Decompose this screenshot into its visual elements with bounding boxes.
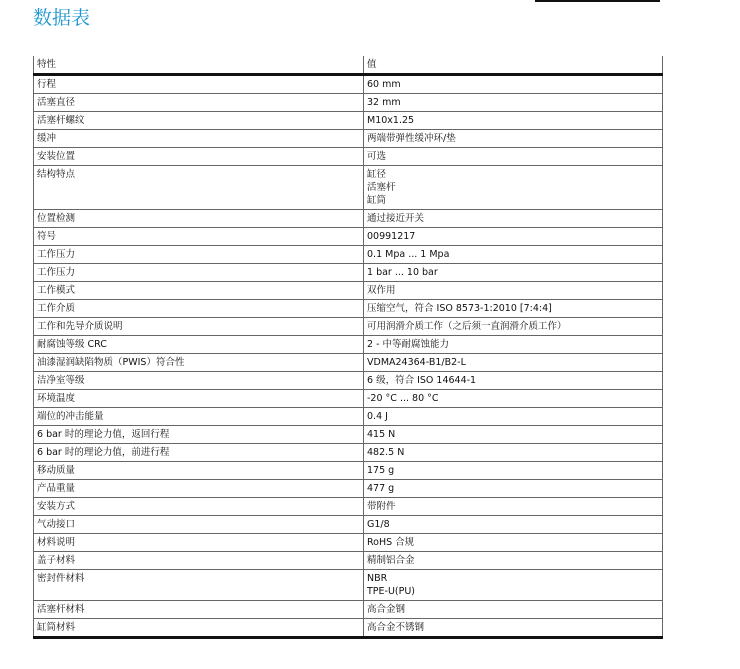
table-row	[34, 246, 663, 264]
property-name: 行程	[34, 75, 364, 94]
property-value	[364, 480, 663, 498]
table-row	[34, 354, 663, 372]
property-name: 油漆湿润缺陷物质（PWIS）符合性	[34, 354, 364, 372]
value-line: 6 级，符合 ISO 14644-1	[367, 375, 477, 386]
table-row	[34, 390, 663, 408]
table-row	[34, 444, 663, 462]
value-line: VDMA24364-B1/B2-L	[367, 357, 466, 368]
value-line: NBR	[367, 573, 388, 584]
property-name: 缸筒材料	[34, 619, 364, 638]
table-row	[34, 282, 663, 300]
table-row	[34, 498, 663, 516]
table-row	[34, 166, 663, 210]
property-value	[364, 112, 663, 130]
header-rule	[535, 0, 660, 2]
property-value	[364, 552, 663, 570]
property-name: 端位的冲击能量	[34, 408, 364, 426]
value-line: 双作用	[367, 285, 396, 296]
table-row	[34, 601, 663, 619]
property-value	[364, 444, 663, 462]
value-line: 可用润滑介质工作（之后须一直润滑介质工作）	[367, 321, 567, 332]
property-name: 缓冲	[34, 130, 364, 148]
property-name: 活塞直径	[34, 94, 364, 112]
table-row	[34, 300, 663, 318]
property-value	[364, 318, 663, 336]
value-line: 477 g	[367, 483, 395, 494]
table-row	[34, 570, 663, 601]
table-row	[34, 408, 663, 426]
value-line: 缸径	[367, 169, 387, 180]
table-row	[34, 552, 663, 570]
value-line: 高合金钢	[367, 604, 406, 615]
property-value	[364, 619, 663, 638]
table-header-row	[34, 56, 663, 75]
value-line: 精制铝合金	[367, 555, 415, 566]
value-line: 1 bar ... 10 bar	[367, 267, 438, 278]
property-value	[364, 408, 663, 426]
property-name: 6 bar 时的理论力值，返回行程	[34, 426, 364, 444]
value-line: 通过接近开关	[367, 213, 425, 224]
property-name: 安装位置	[34, 148, 364, 166]
value-line: 缸筒	[367, 195, 387, 206]
property-name: 6 bar 时的理论力值，前进行程	[34, 444, 364, 462]
value-line: 415 N	[367, 429, 396, 440]
value-line: G1/8	[367, 519, 390, 530]
property-name: 工作和先导介质说明	[34, 318, 364, 336]
property-name: 材料说明	[34, 534, 364, 552]
property-name: 工作介质	[34, 300, 364, 318]
value-line: 带附件	[367, 501, 396, 512]
value-line: M10x1.25	[367, 115, 415, 126]
property-name: 符号	[34, 228, 364, 246]
property-value	[364, 166, 663, 210]
property-value	[364, 570, 663, 601]
table-row	[34, 112, 663, 130]
table-row	[34, 130, 663, 148]
property-name: 盖子材料	[34, 552, 364, 570]
property-value	[364, 390, 663, 408]
value-line: 60 mm	[367, 79, 401, 90]
property-value	[364, 601, 663, 619]
property-name: 位置检测	[34, 210, 364, 228]
value-line: 0.4 J	[367, 411, 388, 422]
property-name: 密封件材料	[34, 570, 364, 601]
property-value	[364, 75, 663, 94]
table-row	[34, 372, 663, 390]
property-value	[364, 534, 663, 552]
property-value	[364, 354, 663, 372]
value-line: 活塞杆	[367, 182, 396, 193]
property-name: 耐腐蚀等级 CRC	[34, 336, 364, 354]
value-line: 482.5 N	[367, 447, 405, 458]
property-value	[364, 498, 663, 516]
value-line: 可选	[367, 151, 387, 162]
property-value	[364, 148, 663, 166]
property-value	[364, 282, 663, 300]
property-value	[364, 300, 663, 318]
table-row	[34, 75, 663, 94]
property-name: 活塞杆材料	[34, 601, 364, 619]
property-value	[364, 94, 663, 112]
property-value	[364, 516, 663, 534]
value-line: 32 mm	[367, 97, 401, 108]
property-value	[364, 336, 663, 354]
value-line: 压缩空气，符合 ISO 8573-1:2010 [7:4:4]	[367, 303, 552, 314]
property-name: 产品重量	[34, 480, 364, 498]
property-value	[364, 426, 663, 444]
property-name: 移动质量	[34, 462, 364, 480]
datasheet-table	[33, 56, 663, 639]
table-row	[34, 534, 663, 552]
property-value	[364, 462, 663, 480]
table-row	[34, 94, 663, 112]
value-line: 00991217	[367, 231, 416, 242]
property-name: 工作模式	[34, 282, 364, 300]
property-name: 安装方式	[34, 498, 364, 516]
value-line: 0.1 Mpa ... 1 Mpa	[367, 249, 450, 260]
table-row	[34, 336, 663, 354]
value-line: 175 g	[367, 465, 395, 476]
value-line: 高合金不锈钢	[367, 622, 425, 633]
table-row	[34, 264, 663, 282]
table-row	[34, 318, 663, 336]
property-value	[364, 228, 663, 246]
table-row	[34, 516, 663, 534]
table-row	[34, 462, 663, 480]
property-value	[364, 210, 663, 228]
table-row	[34, 228, 663, 246]
table-row	[34, 480, 663, 498]
table-row	[34, 426, 663, 444]
property-value	[364, 372, 663, 390]
header-key: 特性	[34, 56, 364, 75]
header-value: 值	[364, 56, 663, 75]
property-name: 工作压力	[34, 246, 364, 264]
value-line: 2 - 中等耐腐蚀能力	[367, 339, 450, 350]
value-line: -20 °C ... 80 °C	[367, 393, 439, 404]
page-title: 数据表	[33, 7, 91, 29]
table-row	[34, 210, 663, 228]
property-name: 工作压力	[34, 264, 364, 282]
property-name: 结构特点	[34, 166, 364, 210]
value-line: TPE-U(PU)	[367, 586, 416, 597]
value-line: 两端带弹性缓冲环/垫	[367, 133, 456, 144]
table-row	[34, 619, 663, 638]
property-name: 活塞杆螺纹	[34, 112, 364, 130]
property-value	[364, 264, 663, 282]
property-value	[364, 130, 663, 148]
property-name: 气动接口	[34, 516, 364, 534]
property-value	[364, 246, 663, 264]
property-name: 环境温度	[34, 390, 364, 408]
property-name: 洁净室等级	[34, 372, 364, 390]
table-row	[34, 148, 663, 166]
value-line: RoHS 合规	[367, 537, 415, 548]
